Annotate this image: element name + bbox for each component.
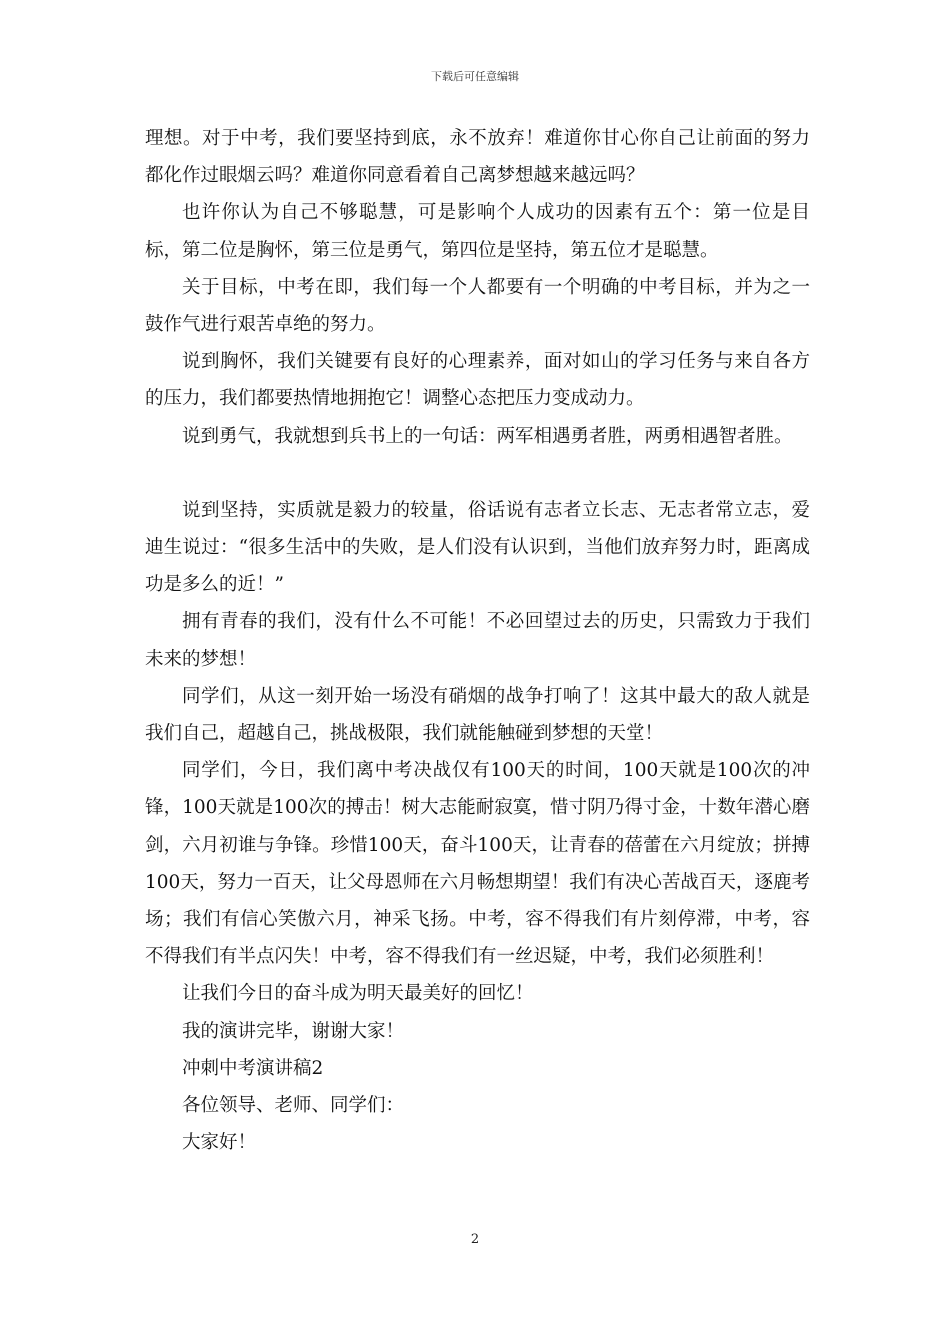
paragraph-continuation: 理想。对于中考，我们要坚持到底，永不放弃！难道你甘心你自己让前面的努力都化作过眼烟云吗？难道你同意看着自己离梦想越来越远吗？	[145, 128, 810, 187]
salutation: 各位领导、老师、同学们：	[182, 1095, 405, 1117]
section-title: 冲刺中考演讲稿2	[182, 1057, 324, 1079]
paragraph: 说到胸怀，我们关键要有良好的心理素养，面对如山的学习任务与来自各方的压力，我们都要热情地拥抱它！调整心态把压力变成动力。	[145, 351, 810, 410]
paragraph: 拥有青春的我们，没有什么不可能！不必回望过去的历史，只需致力于我们未来的梦想！	[145, 611, 810, 670]
paragraph: 关于目标，中考在即，我们每一个人都要有一个明确的中考目标，并为之一鼓作气进行艰苦卓绝的努力。	[145, 276, 810, 336]
paragraph: 让我们今日的奋斗成为明天最美好的回忆！	[182, 983, 534, 1005]
greeting: 大家好！	[182, 1132, 257, 1154]
paragraph: 说到勇气，我就想到兵书上的一句话：两军相遇勇者胜，两勇相遇智者胜。	[182, 425, 793, 447]
paragraph: 说到坚持，实质就是毅力的较量，俗话说有志者立长志、无志者常立志，爱迪生说过：“很多生活中的失败，是人们没有认识到，当他们放弃努力时，距离成功是多么的近！”	[145, 499, 810, 596]
paragraph: 我的演讲完毕，谢谢大家！	[182, 1020, 405, 1042]
paragraph: 也许你认为自己不够聪慧，可是影响个人成功的因素有五个：第一位是目标，第二位是胸怀，第三位是勇气，第四位是坚持，第五位才是聪慧。	[145, 202, 810, 261]
paragraph: 同学们，从这一刻开始一场没有硝烟的战争打响了！这其中最大的敌人就是我们自己，超越自己，挑战极限，我们就能触碰到梦想的天堂！	[145, 685, 810, 745]
page-number: 2	[470, 1232, 480, 1247]
document-body	[145, 120, 810, 1161]
paragraph: 同学们，今日，我们离中考决战仅有100天的时间，100天就是100次的冲锋，100天就是100次的搏击！树大志能耐寂寞，惜寸阴乃得寸金，十数年潜心磨剑，六月初谁与争锋。珍惜100天，奋斗100天，让青春的蓓蕾在六月绽放；拼搏100天，努力一百天，让父母恩师在六月畅想期望！我们有决心苦战百天，逐鹿考场；我们有信心笑傲六月，神采飞扬。中考，容不得我们有片刻停滞，中考，容不得我们有半点闪失！中考，容不得我们有一丝迟疑，中考，我们必须胜利！	[145, 760, 810, 968]
page-header: 下载后可任意编辑	[431, 70, 519, 83]
